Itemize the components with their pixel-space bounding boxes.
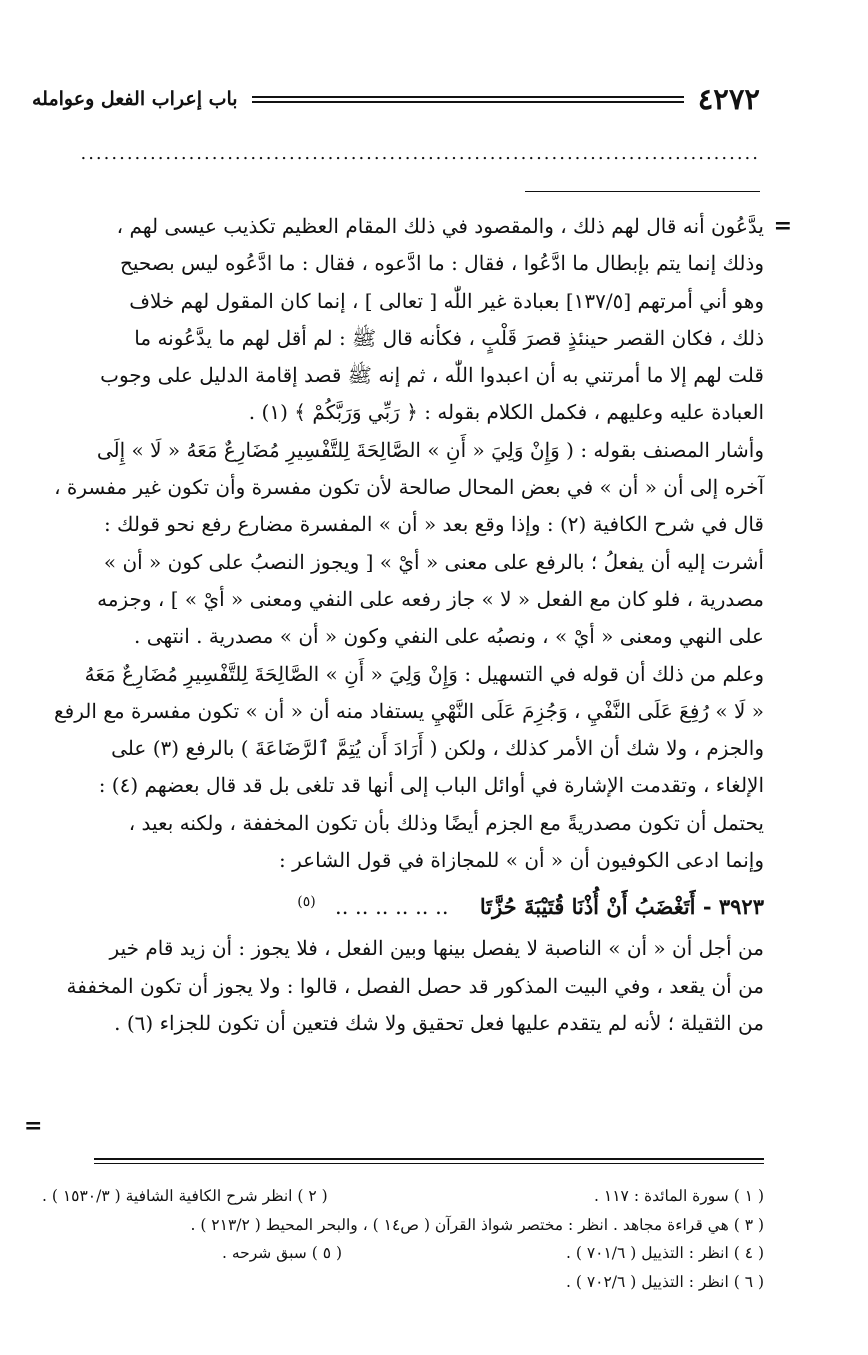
footnote-4: ( ٤ ) انظر : التذييل ( ٧٠١/٦ ) . (565, 1244, 764, 1262)
text-line: يحتمل أن تكون مصدريةً مع الجزم أيضًا وذلك بأن تكون المخففة ، ولكنه بعيد ، (128, 810, 764, 835)
running-title: باب إعراب الفعل وعوامله (32, 88, 238, 110)
text-line: ذلك ، فكان القصر حينئذٍ قصرَ قَلْبٍ ، فكأنه قال ﷺ : لم أقل لهم ما يدَّعُونه ما (134, 325, 764, 350)
verse-text: أَتَغْضَبُ أَنْ أُذْنَا قُتَيْبَةَ حُزَّتَا (479, 894, 696, 920)
main-text (42, 208, 764, 1042)
text-line: « لَا » رُفِعَ عَلَى النَّفْيِ ، وَجُزِمَ عَلَى النَّهْيِ يستفاد منه أن « أن » تكون مفسرة مع الرفع (54, 698, 764, 723)
footnote-3: ( ٣ ) هي قراءة مجاهد . انظر : مختصر شواذ القرآن ( ص١٤ ) ، والبحر المحيط ( ٢١٣/٢ ) . (190, 1215, 764, 1234)
text-line: وهو أني أمرتهم [١٣٧/٥] بعبادة غير اللّٰه [ تعالى ] ، إنما كان المقول لهم خلاف (129, 288, 764, 313)
text-line: أشرت إليه أن يفعلُ ؛ بالرفع على معنى « أيْ » [ ويجوز النصبُ على كون « أن » (103, 549, 764, 574)
header-rule (252, 96, 684, 103)
footnote-2: ( ٢ ) انظر شرح الكافية الشافية ( ١٥٣٠/٣ ) . (42, 1187, 328, 1205)
text-line: الإلغاء ، وتقدمت الإشارة في أوائل الباب إلى أنها قد تلغى بل قد قال بعضهم (٤) : (98, 773, 764, 798)
footnote-1: ( ١ ) سورة المائدة : ١١٧ . (594, 1187, 764, 1205)
continuation-mark-start: = (773, 213, 792, 239)
footnote-5: ( ٥ ) سبق شرحه . (221, 1244, 342, 1262)
page-number: ٤٢٧٢ (697, 82, 760, 116)
dotted-separator: ........................................................................................ (80, 143, 760, 163)
text-line: وأشار المصنف بقوله : ( وَإِنْ وَلِيَ « أَنِ » الصَّالِحَةَ لِلتَّفْسِيرِ مُضَارِعٌ مَعَهُ « لَا » إِلَى (96, 437, 764, 462)
text-line: مصدرية ، فلو كان مع الفعل « لا » جاز رفعه على النفي ومعنى « أيْ » ] ، وجزمه (97, 586, 764, 611)
text-line: من الثقيلة ؛ لأنه لم يتقدم عليها فعل تحقيق ولا شك فتعين أن تكون للجزاء (٦) . (114, 1010, 764, 1035)
text-line: من أن يقعد ، وفي البيت المذكور قد حصل الفصل ، قالوا : ولا يجوز أن تكون المخففة (66, 973, 764, 998)
footnote-row (42, 1182, 764, 1211)
page-header (32, 82, 760, 116)
footnote-row (42, 1211, 764, 1240)
footnote-row (42, 1268, 764, 1297)
poetry-verse: ٣٩٢٣ - أَتَغْضَبُ أَنْ أُذْنَا قُتَيْبَةَ حُزَّتَا .. .. .. .. .. .. $^{(٥)}$ (297, 894, 764, 920)
text-line: يدَّعُون أنه قال لهم ذلك ، والمقصود في ذلك المقام العظيم تكذيب عيسى لهم ، (116, 214, 764, 238)
text-line: من أجل أن « أن » الناصبة لا يفصل بينها وبين الفعل ، فلا يجوز : أن زيد قام خير (109, 936, 764, 961)
footnote-rule (94, 1158, 764, 1160)
footnote-row (42, 1239, 764, 1268)
text-line: وإنما ادعى الكوفيون أن « أن » للمجازاة في قول الشاعر : (279, 848, 764, 873)
continuation-mark-end: = (24, 1113, 43, 1139)
footnote-6: ( ٦ ) انظر : التذييل ( ٧٠٢/٦ ) . (565, 1272, 764, 1291)
short-rule (525, 191, 760, 192)
text-line: والجزم ، ولا شك أن الأمر كذلك ، ولكن ( أَرَادَ أَن يُتِمَّ ٱلرَّضَاعَةَ ) بالرفع (٣) على (111, 736, 764, 761)
footnotes (42, 1182, 764, 1296)
text-line: آخره إلى أن « أن » في بعض المحال صالحة لأن تكون مفسرة وأن تكون غير مفسرة ، (54, 475, 764, 500)
verse-ellipsis: .. .. .. .. .. .. (335, 895, 449, 920)
footnote-rule-thin (94, 1163, 764, 1164)
text-line: قال في شرح الكافية (٢) : وإذا وقع بعد « أن » المفسرة مضارع رفع نحو قولك : (103, 512, 764, 537)
text-line: وعلم من ذلك أن قوله في التسهيل : وَإِنْ وَلِيَ « أَنِ » الصَّالِحَةَ لِلتَّفْسِيرِ مُضَارِعٌ مَعَهُ (84, 661, 764, 686)
text-line: قلت لهم إلا ما أمرتني به أن اعبدوا اللّٰه ، ثم إنه ﷺ قصد إقامة الدليل على وجوب (100, 363, 764, 388)
verse-number: ٣٩٢٣ (718, 894, 764, 920)
text-line: العبادة عليه وعليهم ، فكمل الكلام بقوله : ﴿ رَبِّي وَرَبَّكُمْ ﴾ (١) . (248, 400, 764, 425)
text-line: على النهي ومعنى « أيْ » ، ونصبُه على النفي وكون « أن » مصدرية . انتهى . (134, 624, 764, 649)
verse-footnote-ref: (٥) (297, 894, 316, 911)
text-line: وذلك إنما يتم بإبطال ما ادَّعُوا ، فقال : ما ادَّعوه ، فقال : ما ادَّعُوه ليس بصحيح (119, 251, 764, 276)
